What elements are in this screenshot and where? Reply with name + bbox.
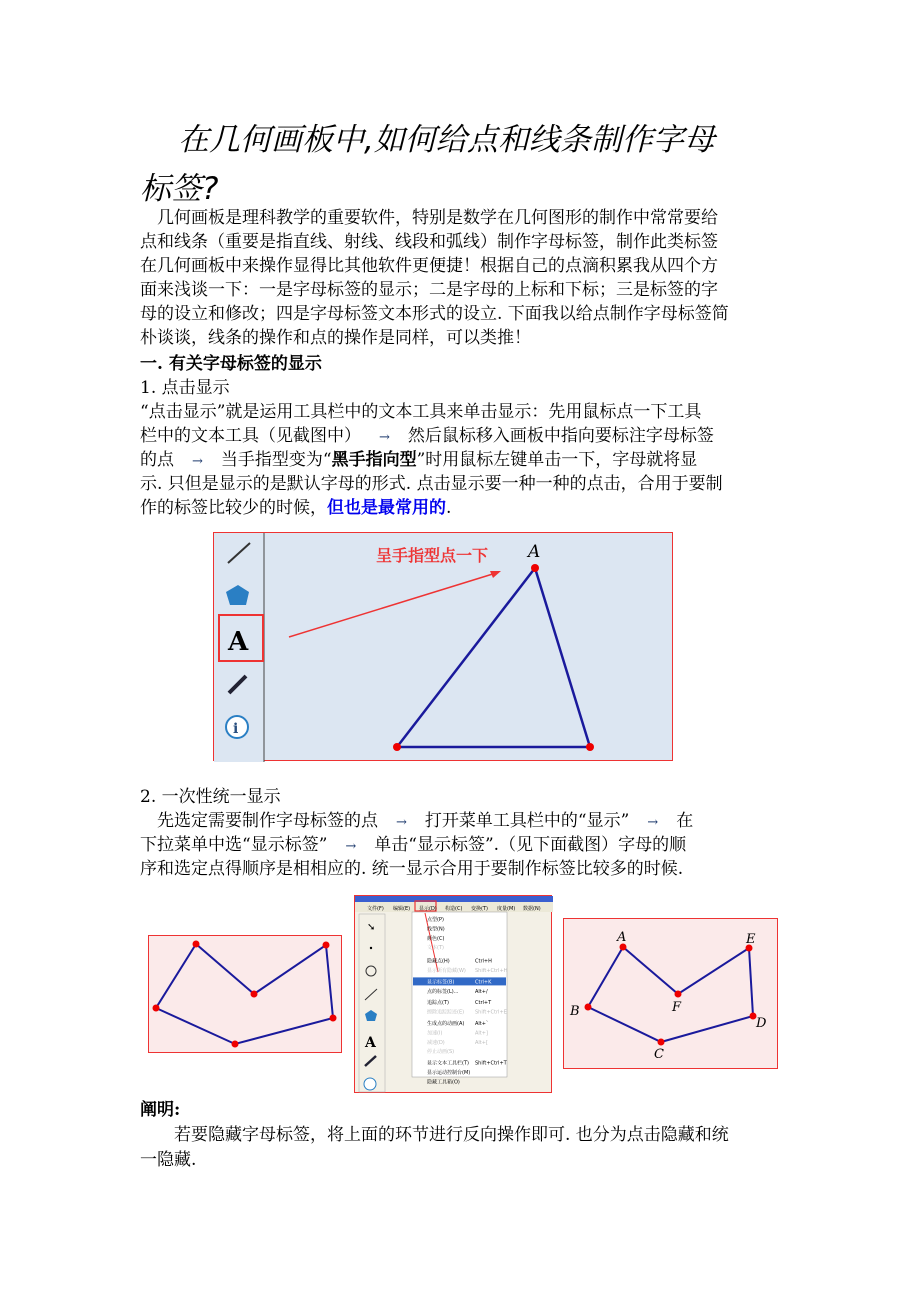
menu-item: 生成点的动画(A) (427, 1021, 465, 1027)
subheading-batch-display: 2. 一次性统一显示 (140, 787, 281, 807)
arrow-icon: → (647, 815, 659, 830)
figure-labeled-points (563, 918, 778, 1069)
body-line: 序和选定点得顺序是相相应的. 统一显示合用于要制作标签比较多的时候. (140, 859, 684, 879)
menu-item: Ctrl+K (475, 979, 492, 986)
body-line: 下拉菜单中选“显示标签” → 单击“显示标签”.（见下面截图）字母的顺 (140, 835, 687, 855)
point-label: F (672, 1000, 682, 1015)
menu-item: 显示所有隐藏(W) (427, 968, 466, 974)
svg-text:i: i (233, 721, 239, 737)
point-label: A (617, 930, 627, 945)
menu-item: Alt+/ (475, 988, 488, 995)
subheading-click-display: 1. 点击显示 (140, 378, 230, 398)
arrow-icon: → (396, 815, 407, 830)
intro-line: 几何画板是理科教学的重要软件，特别是数学在几何图形的制作中常常要给 (140, 208, 718, 228)
svg-text:A: A (365, 1035, 376, 1051)
menu-item: Shift+Ctrl+H (475, 968, 508, 974)
body-line: 先选定需要制作字母标签的点 → 打开菜单工具栏中的“显示” → 在 (140, 811, 694, 831)
intro-line: 面来浅谈一下：一是字母标签的显示；二是字母的上标和下标；三是标签的字 (140, 280, 718, 300)
menu-item: Alt+] (475, 1030, 488, 1037)
point (586, 743, 594, 751)
menu-item: 隐藏点(H) (427, 958, 450, 965)
note-line: 若要隐藏字母标签，将上面的环节进行反向操作即可. 也分为点击隐藏和统 (140, 1125, 729, 1145)
section-heading: 一. 有关字母标签的显示 (140, 354, 322, 374)
point (393, 743, 401, 751)
point-label: C (654, 1047, 664, 1062)
title-line-2: 标签? (140, 171, 219, 207)
menu-item: 文本(T) (427, 945, 444, 952)
menu-item: 追踪点(T) (427, 1000, 449, 1007)
point (531, 564, 539, 572)
menubar-item: 显示(D) (419, 906, 437, 912)
menubar-item: 数据(N) (523, 906, 541, 912)
title-line-1: 在几何画板中,如何给点和线条制作字母 (178, 122, 715, 158)
note-heading: 阐明: (140, 1100, 181, 1120)
intro-line: 点和线条（重要是指直线、射线、线段和弧线）制作字母标签，制作此类标签 (140, 232, 718, 252)
menu-item: 显示标签(B) (427, 979, 455, 986)
menu-item: 点的标签(L)... (427, 988, 459, 995)
menu-item: 显示文本工具栏(T) (427, 1060, 469, 1067)
menu-item: 显示运动控制台(M) (427, 1070, 471, 1076)
menu-item: Shift+Ctrl+E (475, 1009, 507, 1016)
menu-item: 隐藏工具箱(O) (427, 1079, 460, 1086)
highlight-text: 但也是最常用的 (327, 498, 446, 518)
menu-screenshot (354, 895, 552, 1093)
note-line: 一隐藏. (140, 1150, 197, 1170)
menu-item: Alt+` (475, 1021, 489, 1027)
menu-item: Shift+Ctrl+T (475, 1060, 507, 1067)
svg-text:➘: ➘ (367, 922, 376, 933)
body-line: 栏中的文本工具（见截图中） → 然后鼠标移入画板中指向要标注字母标签 (140, 426, 714, 446)
menubar-item: 编辑(E) (393, 906, 411, 912)
intro-line: 在几何画板中来操作显得比其他软件更便捷！根据自己的点滴积累我从四个方 (140, 256, 718, 276)
menu-item: Ctrl+T (475, 1000, 492, 1007)
text-tool-icon: A (228, 627, 249, 657)
menu-item: 停止动画(S) (427, 1049, 455, 1056)
menubar-item: 变换(T) (471, 906, 488, 912)
arrow-icon: → (379, 430, 390, 445)
intro-line: 朴谈谈，线条的操作和点的操作是同样，可以类推！ (140, 328, 531, 348)
intro-line: 母的设立和修改；四是字母标签文本形式的设立. 下面我以给点制作字母标签简 (140, 304, 729, 324)
menubar-item: 构造(C) (445, 906, 463, 912)
menu-item: 点型(P) (427, 917, 444, 923)
point-label: D (756, 1016, 767, 1031)
body-line: 示. 只但是显示的是默认字母的形式. 点击显示要一种一种的点击，合用于要制 (140, 474, 723, 494)
body-line: 作的标签比较少的时候，但也是最常用的. (140, 498, 452, 518)
body-line: “点击显示”就是运用工具栏中的文本工具来单击显示：先用鼠标点一下工具 (140, 402, 702, 422)
figure-unlabeled-points (148, 935, 342, 1053)
point-label: A (528, 542, 541, 562)
menu-item: 颜色(C) (427, 935, 445, 942)
menu-item: Alt+[ (475, 1039, 488, 1046)
menu-item: 减速(D) (427, 1039, 445, 1046)
arrow-icon: → (192, 454, 203, 469)
menu-item: 线型(N) (427, 926, 445, 933)
arrow-icon: → (345, 839, 357, 854)
menu-item: 擦除追踪踪迹(E) (427, 1009, 465, 1016)
menubar-item: 文件(F) (367, 906, 384, 912)
menu-item: 加速(I) (427, 1030, 443, 1037)
pointer-arrow (289, 573, 496, 637)
body-line: 的点 → 当手指型变为“黑手指向型”时用鼠标左键单击一下，字母就将显 (140, 450, 698, 470)
menu-item: Ctrl+H (475, 958, 492, 965)
point-label: E (746, 932, 756, 947)
menubar-item: 度量(M) (497, 906, 516, 912)
screenshot-text-tool (213, 532, 673, 761)
annotation: 呈手指型点一下 (376, 546, 489, 565)
point-label: B (570, 1004, 580, 1019)
